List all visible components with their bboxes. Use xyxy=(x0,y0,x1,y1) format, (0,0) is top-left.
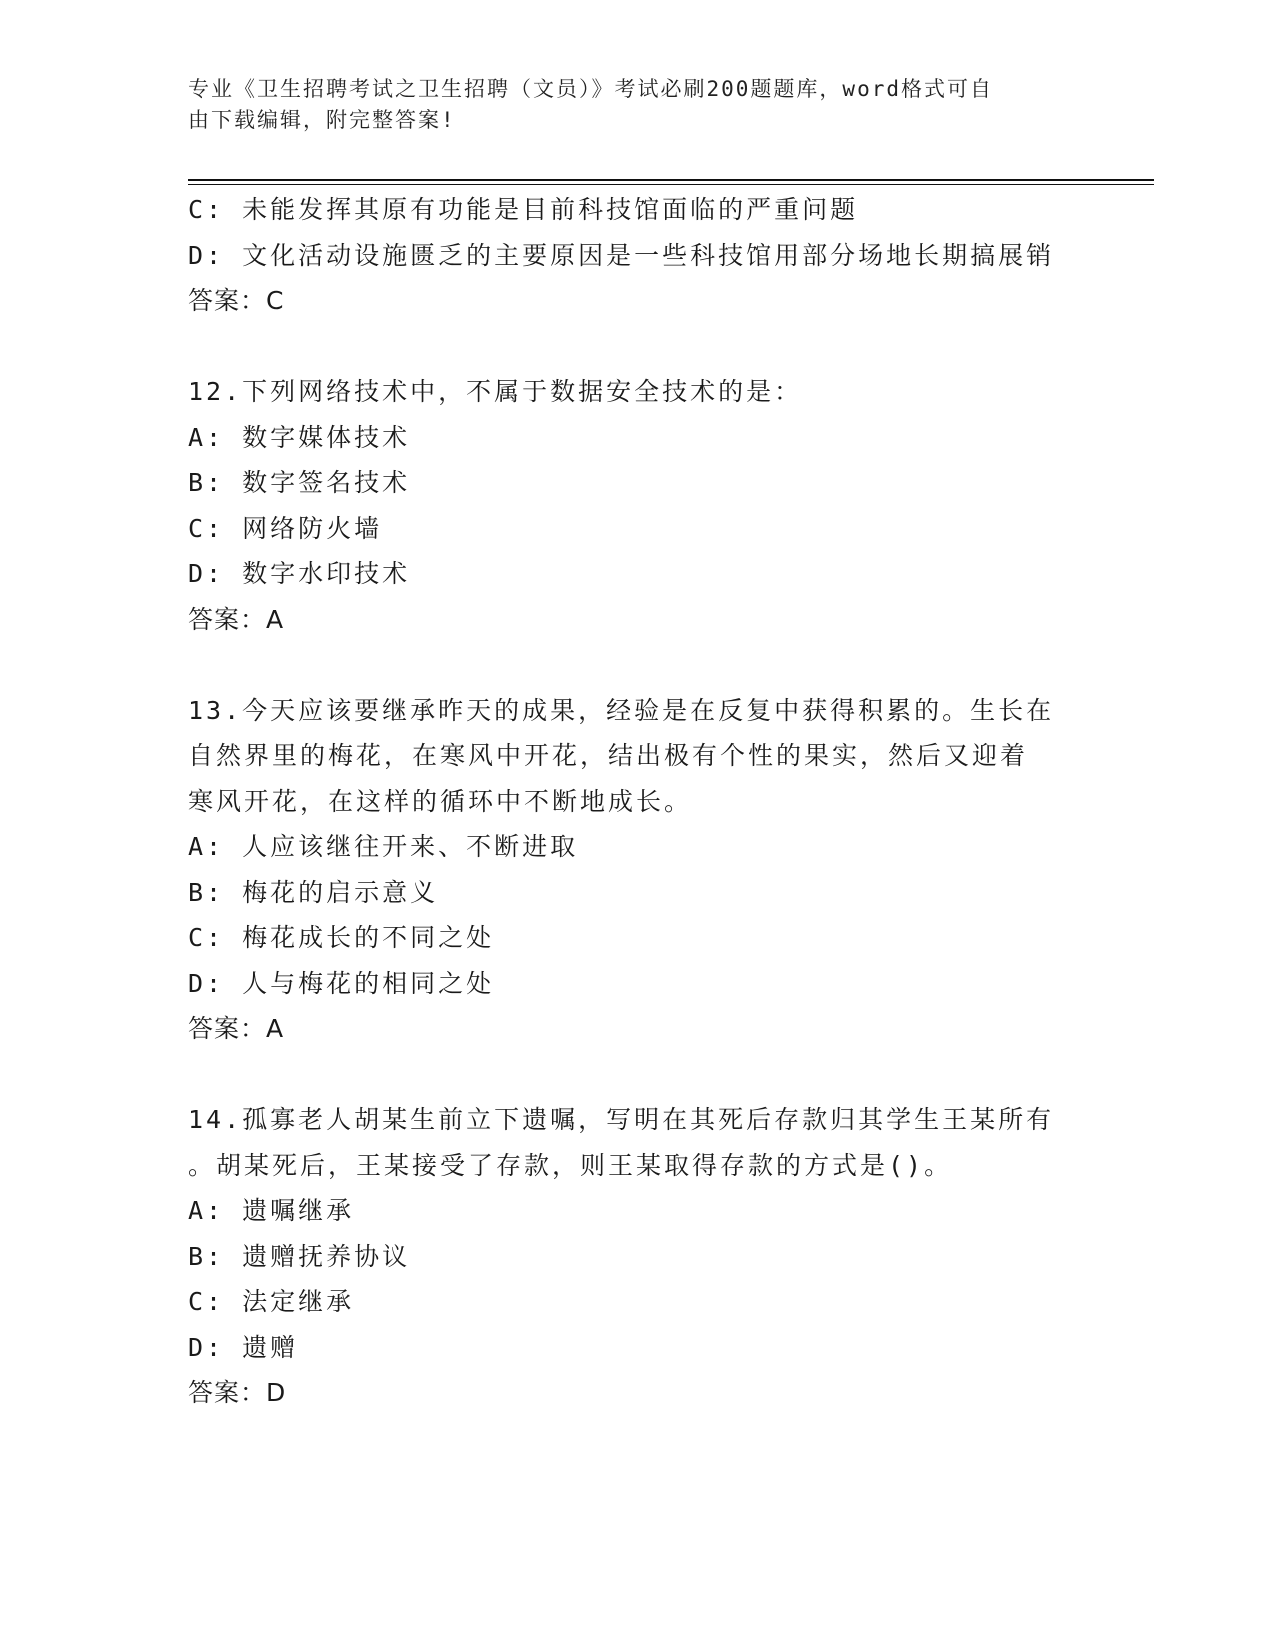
header-line-2: 由下载编辑，附完整答案! xyxy=(188,108,456,132)
header-rule-thin xyxy=(188,184,1154,185)
option-b: B: 遗赠抚养协议 xyxy=(188,1241,411,1271)
prev-question-block xyxy=(188,187,1088,324)
header-rule-thick xyxy=(188,179,1154,181)
option-d: D: 数字水印技术 xyxy=(188,559,411,588)
option-c: C: 梅花成长的不同之处 xyxy=(188,923,495,952)
question-stem: 12.下列网络技术中，不属于数据安全技术的是： xyxy=(188,377,803,406)
document-body xyxy=(188,187,1088,1416)
option-c: C: 法定继承 xyxy=(188,1287,355,1316)
option-b: B: 梅花的启示意义 xyxy=(188,877,439,907)
question-14 xyxy=(188,1097,1088,1416)
option-d: D: 遗赠 xyxy=(188,1332,299,1362)
question-stem-line-1: 13.今天应该要继承昨天的成果，经验是在反复中获得积累的。生长在 xyxy=(188,695,1055,725)
question-stem-line-2: 自然界里的梅花，在寒风中开花，结出极有个性的果实，然后又迎着 xyxy=(188,741,1029,770)
answer-line: 答案：A xyxy=(188,1014,285,1043)
question-stem-line-1: 14.孤寡老人胡某生前立下遗嘱，写明在其死后存款归其学生王某所有 xyxy=(188,1105,1055,1134)
option-c: C: 未能发挥其原有功能是目前科技馆面临的严重问题 xyxy=(188,195,859,224)
option-c: C: 网络防火墙 xyxy=(188,513,383,543)
option-a: A: 数字媒体技术 xyxy=(188,422,411,452)
header-line-1: 专业《卫生招聘考试之卫生招聘（文员）》考试必刷200题题库，word格式可自 xyxy=(188,77,993,101)
answer-line: 答案：D xyxy=(188,1378,287,1407)
answer-line: 答案：A xyxy=(188,604,285,634)
answer-line: 答案：C xyxy=(188,286,285,315)
question-stem-line-2: 。胡某死后，王某接受了存款，则王某取得存款的方式是()。 xyxy=(188,1150,953,1180)
option-a: A: 人应该继往开来、不断进取 xyxy=(188,832,579,861)
question-13 xyxy=(188,688,1088,1052)
option-d: D: 文化活动设施匮乏的主要原因是一些科技馆用部分场地长期搞展销 xyxy=(188,240,1055,270)
option-a: A: 遗嘱继承 xyxy=(188,1196,355,1225)
document-header xyxy=(188,74,1068,136)
question-stem-line-3: 寒风开花，在这样的循环中不断地成长。 xyxy=(188,786,693,816)
option-d: D: 人与梅花的相同之处 xyxy=(188,968,495,998)
question-12 xyxy=(188,369,1088,642)
option-b: B: 数字签名技术 xyxy=(188,468,411,497)
